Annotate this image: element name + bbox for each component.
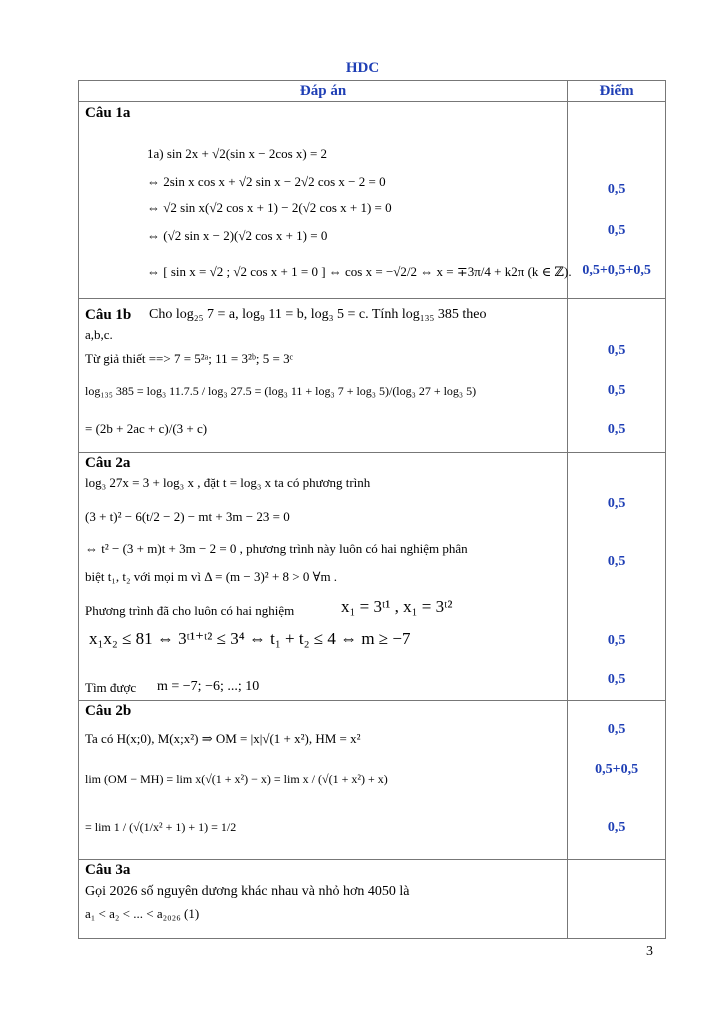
solution-line: log₁₃₅ 385 = log₃ 11.7.5 / log₃ 27.5 = (log₃ 11 + log₃ 7 + log₃ 5)/(log₃ 27 + log₃ 5): [85, 384, 477, 398]
solution-line: ⇔ √2 sin x(√2 cos x + 1) − 2(√2 cos x + 1) = 0: [147, 200, 392, 215]
solution-line: x₁ = 3ᵗ¹ , x₁ = 3ᵗ²: [341, 597, 453, 616]
table-row: [79, 299, 666, 453]
question-heading: Câu 1a: [85, 105, 131, 121]
solution-line: biệt t₁, t₂ với mọi m vì Δ = (m − 3)² + 8 > 0 ∀m .: [85, 569, 338, 584]
score: 0,5+0,5+0,5: [582, 263, 651, 278]
solution-line: log₃ 27x = 3 + log₃ x , đặt t = log₃ x ta có phương trình: [85, 475, 371, 490]
solution-line: ⇔ [ sin x = √2 ; √2 cos x + 1 = 0 ] ⇔ cos x = −√2/2 ⇔ x = ∓3π/4 + k2π (k ∈ ℤ).: [147, 264, 572, 279]
solution-line: = lim 1 / (√(1/x² + 1) + 1) = 1/2: [85, 820, 237, 834]
solution-line: Gọi 2026 số nguyên dương khác nhau và nhỏ hơn 4050 là: [85, 884, 410, 899]
solution-line: x₁x₂ ≤ 81 ⇔ 3ᵗ¹⁺ᵗ² ≤ 3⁴ ⇔ t₁ + t₂ ≤ 4 ⇔ m ≥ −7: [89, 629, 411, 648]
page-title: HDC: [345, 60, 380, 76]
score: 0,5: [607, 422, 626, 437]
table-row: [79, 701, 666, 860]
table-row: [79, 860, 666, 939]
page-number: 3: [646, 944, 653, 959]
solution-line: 1a) sin 2x + √2(sin x − 2cos x) = 2: [147, 146, 328, 161]
score: 0,5: [607, 223, 626, 238]
score: 0,5+0,5: [595, 762, 639, 777]
solution-line: a,b,c.: [85, 327, 113, 342]
solution-line: Phương trình đã cho luôn có hai nghiệm: [85, 603, 295, 618]
solution-line: Tìm được: [85, 680, 137, 695]
table-header-row: [79, 81, 666, 102]
solution-line: lim (OM − MH) = lim x(√(1 + x²) − x) = lim x / (√(1 + x²) + x): [85, 772, 388, 786]
question-heading: Câu 3a: [85, 862, 131, 878]
solution-line: ⇔ t² − (3 + m)t + 3m − 2 = 0 , phương trình này luôn có hai nghiệm phân: [85, 541, 468, 556]
question-heading: Câu 1b: [85, 307, 132, 323]
question-heading: Câu 2b: [85, 703, 132, 719]
solution-line: a₁ < a₂ < ... < a₂₀₂₆ (1): [85, 906, 200, 921]
score: 0,5: [607, 633, 626, 648]
score: 0,5: [607, 182, 626, 197]
question-heading: Câu 2a: [85, 455, 131, 471]
solution-line: ⇔ 2sin x cos x + √2 sin x − 2√2 cos x − 2 = 0: [147, 174, 386, 189]
score: 0,5: [607, 383, 626, 398]
header-answer: Đáp án: [79, 81, 568, 102]
table-row: [79, 102, 666, 299]
score: 0,5: [607, 496, 626, 511]
score: 0,5: [607, 554, 626, 569]
solution-line: Ta có H(x;0), M(x;x²) ⇒ OM = |x|√(1 + x²), HM = x²: [85, 731, 361, 746]
table-row: [79, 453, 666, 701]
solution-line: = (2b + 2ac + c)/(3 + c): [85, 421, 208, 436]
solution-line: (3 + t)² − 6(t/2 − 2) − mt + 3m − 23 = 0: [85, 509, 290, 524]
solution-line: Cho log₂₅ 7 = a, log₉ 11 = b, log₃ 5 = c. Tính log₁₃₅ 385 theo: [149, 307, 487, 322]
solution-line: ⇔ (√2 sin x − 2)(√2 cos x + 1) = 0: [147, 228, 328, 243]
header-score: Điểm: [568, 81, 666, 102]
score: 0,5: [607, 722, 626, 737]
answer-table: [78, 80, 666, 939]
solution-line: Từ giả thiết ==> 7 = 5²ᵃ; 11 = 3²ᵇ; 5 = 3ᶜ: [85, 351, 293, 366]
score: 0,5: [607, 343, 626, 358]
score: 0,5: [607, 820, 626, 835]
score: 0,5: [607, 672, 626, 687]
solution-line: m = −7; −6; ...; 10: [157, 679, 260, 694]
